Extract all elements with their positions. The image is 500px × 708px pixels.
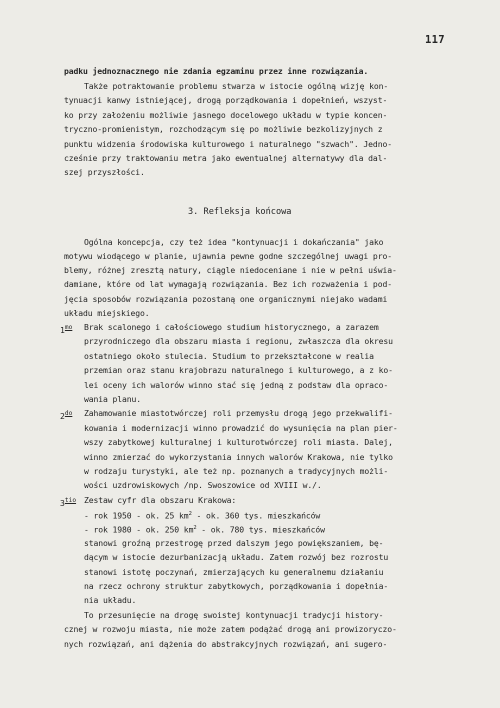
- text-line: tynuacji kanwy istniejącej, drogą porządkowania i dopełnień, wszyst-: [64, 95, 388, 105]
- list-item-line: na rzecz ochrony struktur zabytkowych, porządkowania i dopełnia-: [84, 581, 389, 591]
- list-item-line: stanowi istotę poczynań, zmierzających ku generalnemu działaniu: [84, 567, 384, 577]
- list-item-line: nia układu.: [84, 595, 137, 605]
- list-item-line: w rodzaju turystyki, ale też np. poznanych a tradycyjnych możli-: [84, 466, 389, 476]
- text-line: Także potraktowanie problemu stwarza w istocie ogólną wizję kon-: [84, 81, 389, 91]
- list-item-line: wszy zabytkowej kulturalnej i kulturotwórczej roli miasta. Dalej,: [84, 437, 393, 447]
- list-item-line: kowania i modernizacji winno prowadzić do wysunięcia na plan pier-: [84, 423, 398, 433]
- text-line: padku jednoznacznego nie zdania egzaminu przez inne rozwiązania.: [64, 66, 369, 76]
- list-item-line: wania planu.: [84, 394, 142, 404]
- list-item-line: Zahamowanie miastotwórczej roli przemysłu drogą jego przekwalifi-: [84, 408, 393, 418]
- text-line: układu miejskiego.: [64, 308, 150, 318]
- text-line: punktu widzenia środowiska kulturowego i naturalnego "szwach". Jedno-: [64, 139, 392, 149]
- stat-row: - rok 1950 - ok. 25 $km^2$ - ok. 360 tys. mieszkańców: [84, 510, 321, 521]
- list-item-line: ostatniego około stulecia. Studium to przekształcone w realia: [84, 351, 374, 361]
- text-line: blemy, różnej zresztą natury, ciągle niedoceniane i nie w pełni uświa-: [64, 265, 397, 275]
- text-line: motywu wiodącego w planie, ujawnia pewne godne szczególnej uwagi pro-: [64, 251, 392, 261]
- list-item-line: wości uzdrowiskowych /np. Swoszowice od XVIII w./.: [84, 480, 322, 490]
- text-line: To przesunięcie na drogę swoistej kontynuacji tradycji history-: [84, 610, 384, 620]
- list-marker: $3^{tio}$: [60, 497, 77, 508]
- list-item-line: przemian oraz stanu krajobrazu naturalnego i kulturowego, a z ko-: [84, 365, 393, 375]
- list-marker: $2^{do}$: [60, 410, 73, 421]
- page-number: 117: [425, 34, 445, 46]
- text-line: szej przyszłości.: [64, 167, 145, 177]
- text-line: damiane, które od lat wymagają rozwiązania. Bez ich rozważenia i pod-: [64, 279, 392, 289]
- text-line: cznej w rozwoju miasta, nie może zatem podążać drogą ani prowizoryczo-: [64, 624, 397, 634]
- text-line: nych rozwiązań, ani dążenia do abstrakcyjnych rozwiązań, ani sugero-: [64, 639, 388, 649]
- list-item-line: stanowi groźną przestrogę przed dalszym jego powiększaniem, bę-: [84, 538, 384, 548]
- text-line: jęcia sposobów rozwiązania pozostaną one organicznymi niejako wadami: [64, 294, 388, 304]
- section-heading: 3. Refleksja końcowa: [188, 207, 292, 217]
- text-line: tryczno-promienistym, rozchodzącym się po możliwie bezkolizyjnych z: [64, 124, 383, 134]
- text-line: ko przy założeniu możliwie jasnego docelowego układu w typie koncen-: [64, 110, 388, 120]
- stat-row: - rok 1980 - ok. 250 $km^2$ - ok. 780 tys. mieszkańców: [84, 524, 325, 535]
- list-item-line: dącym w istocie dezurbanizacją układu. Zatem rozwój bez rozrostu: [84, 552, 389, 562]
- text-line: cześnie przy traktowaniu metra jako ewentualnej alternatywy dla dal-: [64, 153, 388, 163]
- list-item-line: lei oceny ich walorów winno stać się jedną z podstaw dla opraco-: [84, 380, 389, 390]
- list-item-line: Zestaw cyfr dla obszaru Krakowa:: [84, 495, 237, 505]
- list-marker: $1^{mo}$: [60, 324, 73, 335]
- list-item-line: Brak scalonego i całościowego studium historycznego, a zarazem: [84, 322, 379, 332]
- text-line: Ogólna koncepcja, czy też idea "kontynuacji i dokańczania" jako: [84, 237, 384, 247]
- list-item-line: przyrodniczego dla obszaru miasta i regionu, zwłaszcza dla okresu: [84, 336, 393, 346]
- list-item-line: winno zmierzać do wykorzystania innych walorów Krakowa, nie tylko: [84, 452, 393, 462]
